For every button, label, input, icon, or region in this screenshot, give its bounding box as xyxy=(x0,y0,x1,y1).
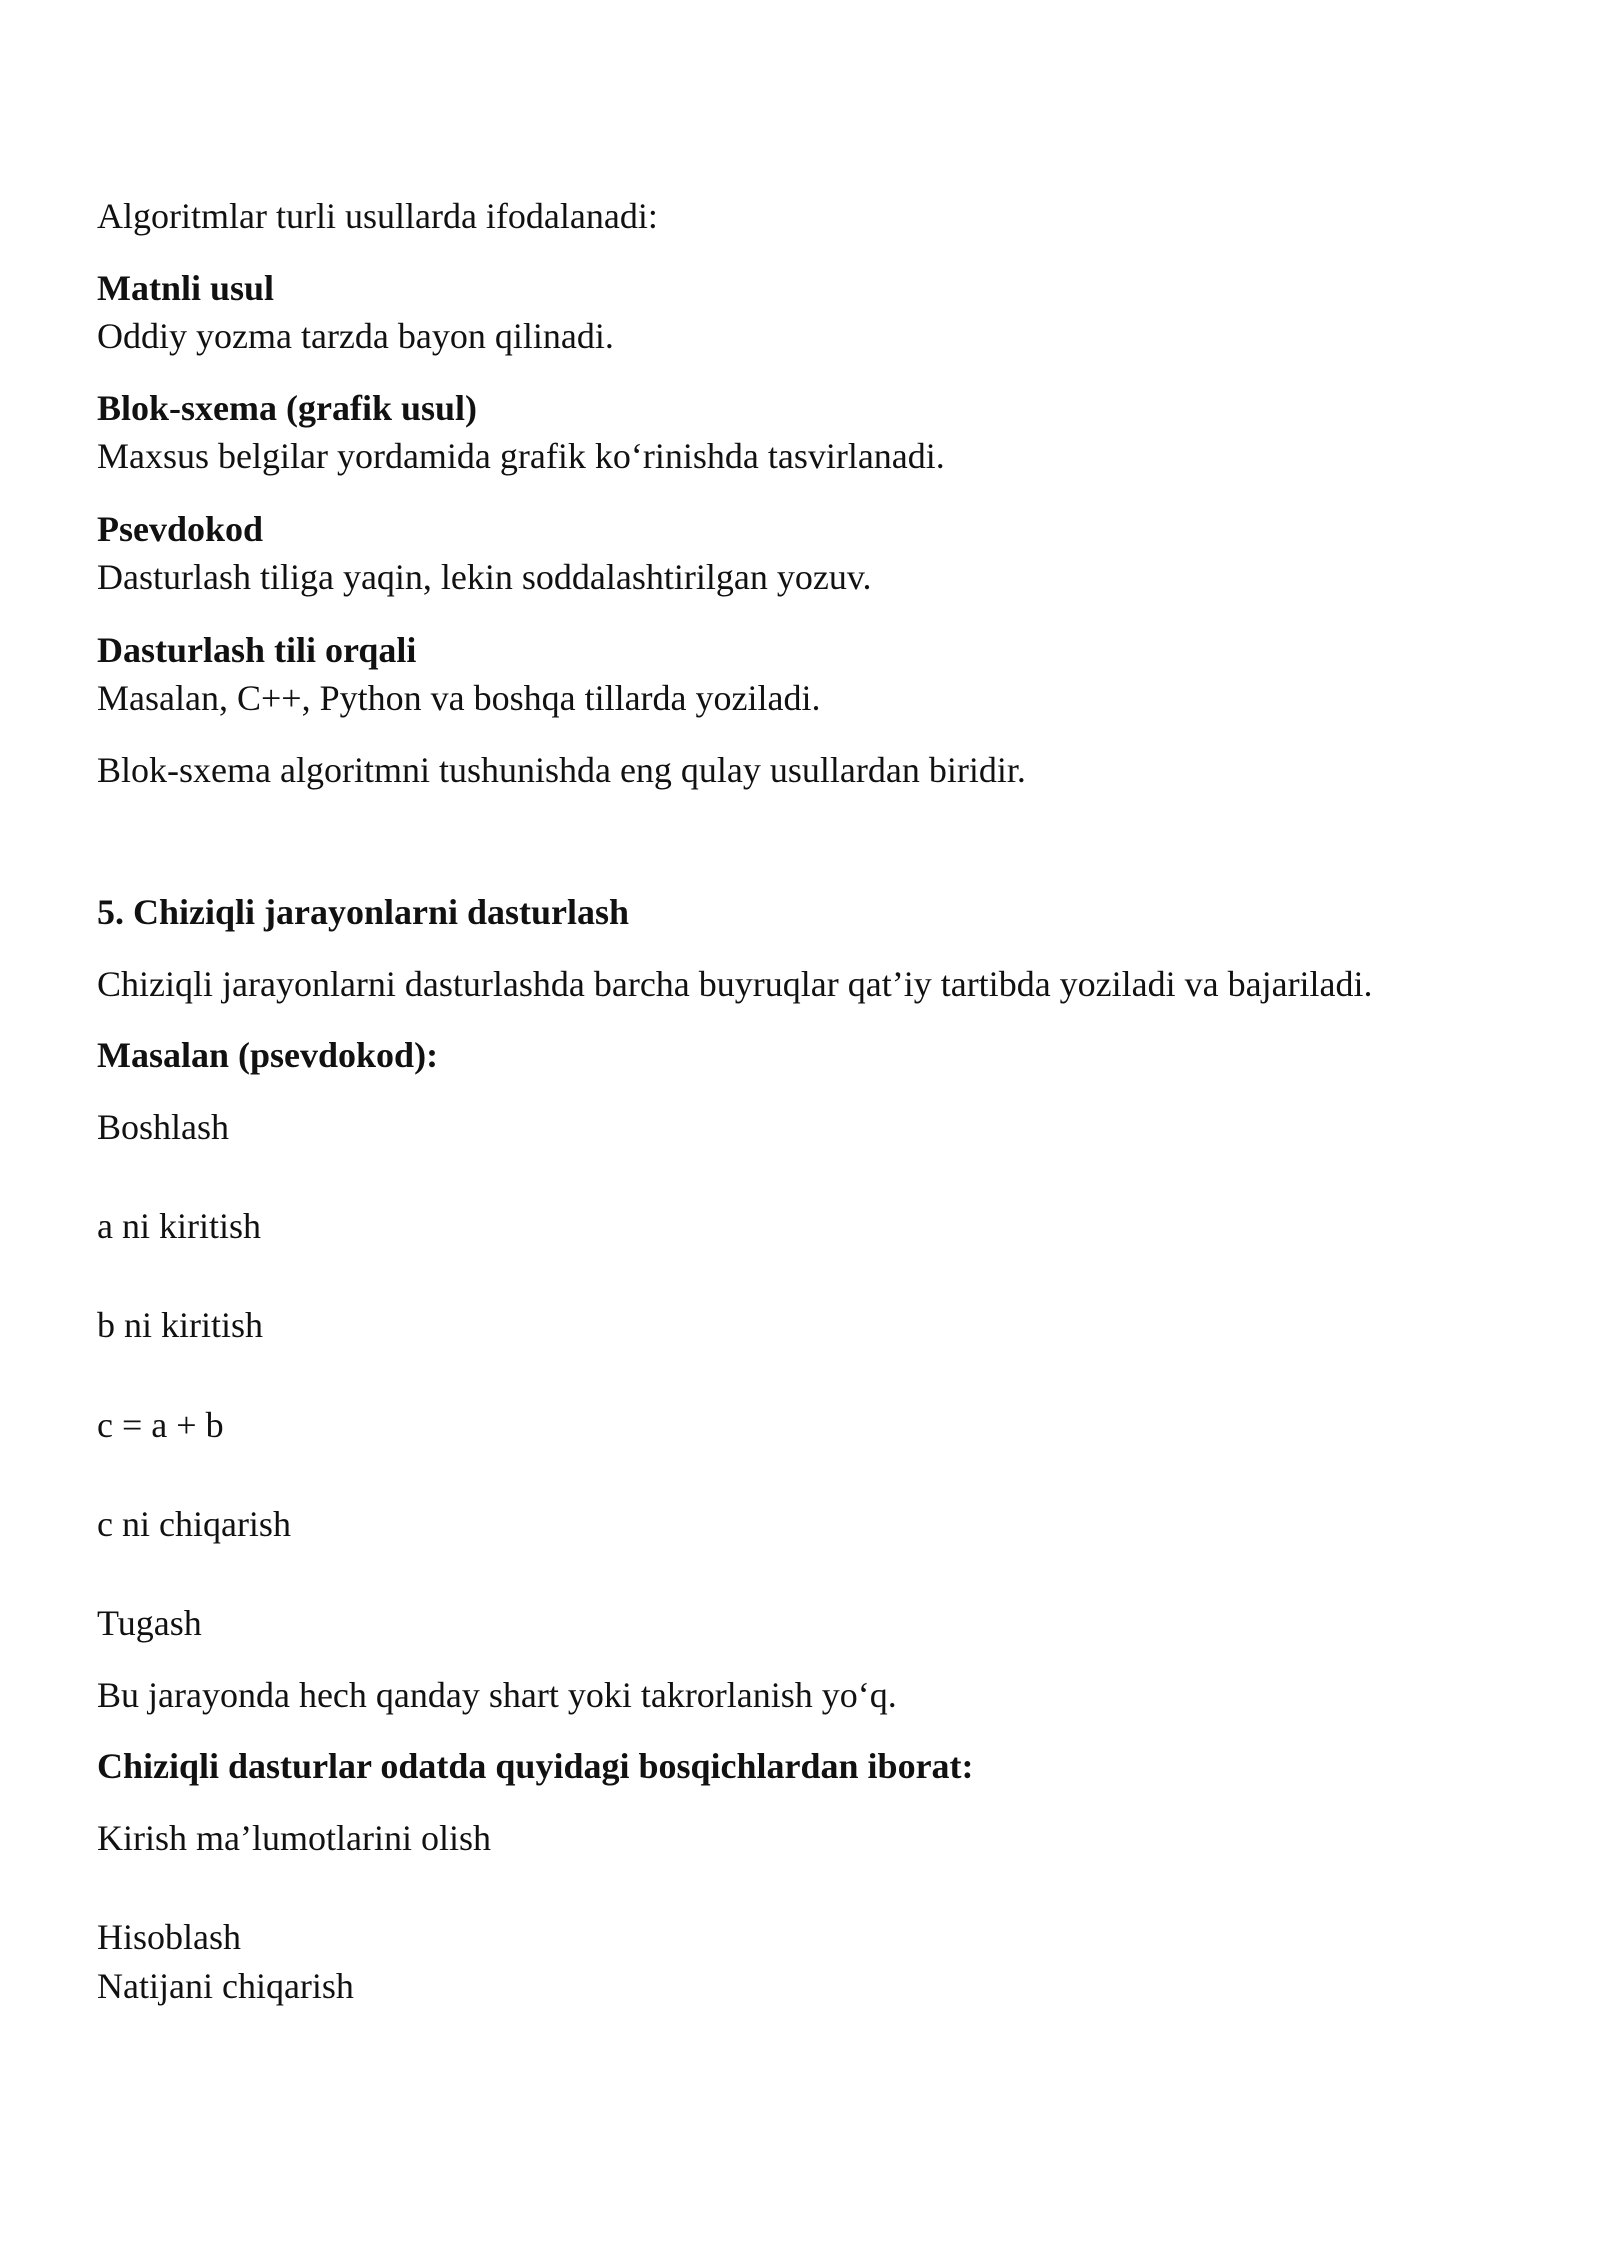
step-item: Natijani chiqarish xyxy=(97,1966,354,2006)
method-title-graphic: Blok-sxema (grafik usul) xyxy=(97,388,478,428)
step-item: Hisoblash xyxy=(97,1917,241,1957)
conclusion-text: Blok-sxema algoritmni tushunishda eng qulay usullardan biridir. xyxy=(97,750,1026,790)
method-desc-pseudocode: Dasturlash tiliga yaqin, lekin soddalashtirilgan yozuv. xyxy=(97,557,872,597)
method-desc-graphic: Maxsus belgilar yordamida grafik ko‘rinishda tasvirlanadi. xyxy=(97,436,945,476)
pseudocode-line: Tugash xyxy=(97,1603,202,1643)
section-heading: 5. Chiziqli jarayonlarni dasturlash xyxy=(97,892,630,932)
method-desc-language: Masalan, C++, Python va boshqa tillarda yoziladi. xyxy=(97,678,821,718)
example-label: Masalan (psevdokod): xyxy=(97,1035,439,1075)
pseudocode-line: b ni kiritish xyxy=(97,1305,264,1345)
method-desc-text: Oddiy yozma tarzda bayon qilinadi. xyxy=(97,316,614,356)
pseudocode-line: c = a + b xyxy=(97,1405,224,1445)
steps-heading: Chiziqli dasturlar odatda quyidagi bosqichlardan iborat: xyxy=(97,1746,974,1786)
step-item: Kirish ma’lumotlarini olish xyxy=(97,1818,491,1858)
method-title-pseudocode: Psevdokod xyxy=(97,509,264,549)
intro-text: Algoritmlar turli usullarda ifodalanadi: xyxy=(97,196,658,236)
pseudocode-line: Boshlash xyxy=(97,1107,230,1147)
pseudocode-line: a ni kiritish xyxy=(97,1206,261,1246)
section-paragraph: Chiziqli jarayonlarni dasturlashda barcha buyruqlar qat’iy tartibda yoziladi va bajariladi. xyxy=(97,964,1373,1004)
pseudocode-line: c ni chiqarish xyxy=(97,1504,291,1544)
note-text: Bu jarayonda hech qanday shart yoki takrorlanish yo‘q. xyxy=(97,1675,897,1715)
method-title-language: Dasturlash tili orqali xyxy=(97,630,417,670)
method-title-text: Matnli usul xyxy=(97,268,275,308)
